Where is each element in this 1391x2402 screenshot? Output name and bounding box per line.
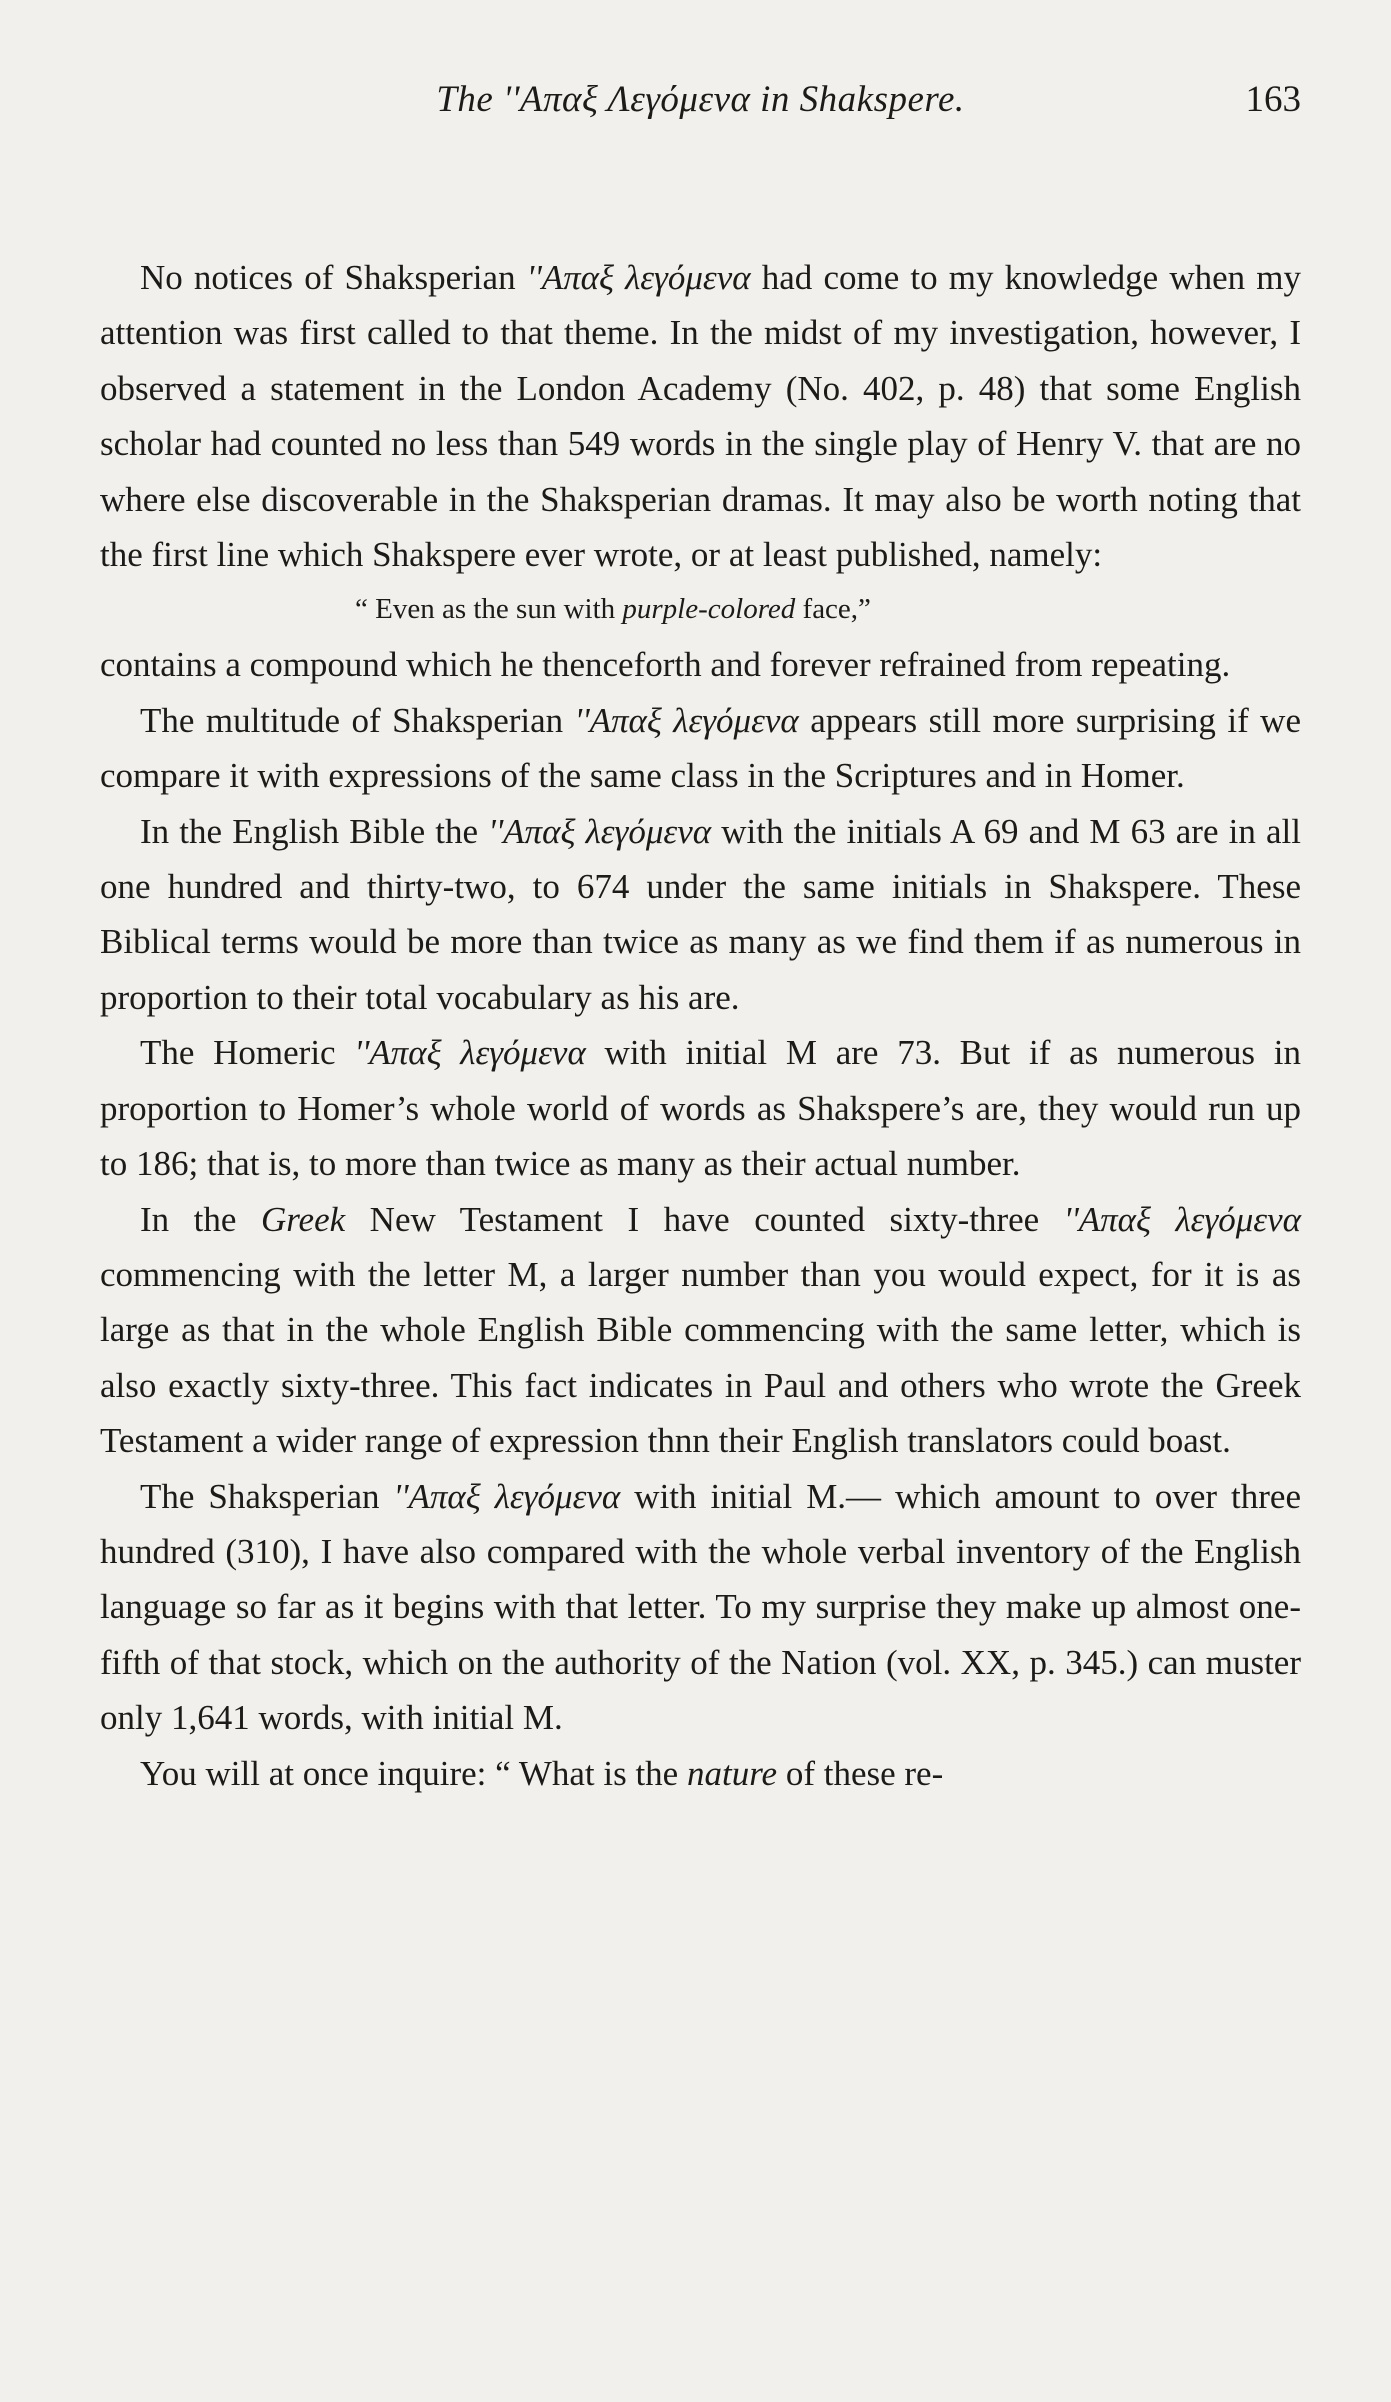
paragraph-text: had come to my knowledge when my attention was first called to that theme. In the midst of my investigation, however, I observed a statement in the London Academy (No. 402, p. 48) that some English scholar had counted no less than 549 words in the single play of Henry V. that are no where else discoverable in the Shaksperian dramas. It may also be worth noting that the first line which Shakspere ever wrote, or at least published, namely:	[100, 258, 1301, 575]
quote-text: “ Even as the sun with	[355, 593, 623, 626]
body-text	[100, 250, 1301, 1801]
italic-term: Greek	[260, 1199, 346, 1239]
greek-term: ''Aπαξ λεγόμενα	[1063, 1199, 1301, 1239]
block-quote	[100, 582, 1301, 637]
greek-term: ''Aπαξ λεγόμενα	[574, 700, 799, 740]
paragraph-text: In the English Bible the	[140, 811, 489, 851]
paragraph-text: New Testament I have counted sixty-three	[345, 1199, 1064, 1239]
paragraph-text: of these re-	[777, 1753, 944, 1793]
paragraph-4	[100, 1025, 1301, 1191]
greek-term: ''Aπαξ λεγόμενα	[526, 258, 751, 297]
paragraph-1	[100, 250, 1301, 582]
paragraph-text: You will at once inquire: “ What is the	[140, 1753, 687, 1793]
running-title: The ''Aπαξ Λεγόμενα in Shakspere.	[436, 79, 965, 120]
greek-term: ''Aπαξ λεγόμενα	[393, 1476, 621, 1516]
italic-term: purple-colored	[622, 593, 796, 626]
paragraph-text: with the initials A 69 and M 63 are in all one hundred and thirty-two, to 674 under the same initials in Shakspere. These Biblical terms would be more than twice as many as we find them if as numerous in proportion to their total vocabulary as his are.	[100, 811, 1301, 1017]
quote-text: face,”	[795, 593, 871, 626]
paragraph-text: The Shaksperian	[140, 1476, 394, 1516]
running-header	[100, 78, 1301, 138]
page-number: 163	[1245, 79, 1301, 120]
paragraph-text: with initial M are 73. But if as numerous in proportion to Homer’s whole world of words as Shakspere’s are, they would run up to 186; that is, to more than twice as many as their actual number.	[100, 1033, 1301, 1184]
paragraph-1-continued: contains a compound which he thenceforth and forever refrained from repeating.	[100, 645, 1231, 685]
greek-term: ''Aπαξ λεγόμενα	[354, 1033, 586, 1073]
paragraph-text: commencing with the letter M, a larger number than you would expect, for it is as large as that in the whole English Bible commencing with the same letter, which is also exactly sixty-three. This fact indicates in Paul and others who wrote the Greek Testament a wider range of expression thnn their English translators could boast.	[100, 1254, 1301, 1461]
italic-term: nature	[686, 1753, 778, 1793]
paragraph-text: appears still more surprising if we compare it with expressions of the same class in the Scriptures and in Homer.	[100, 700, 1301, 796]
greek-term: ''Aπαξ λεγόμενα	[488, 811, 712, 851]
paragraph-text: No notices of Shaksperian	[140, 258, 527, 297]
paragraph-3	[100, 804, 1301, 1026]
paragraph-7	[100, 1746, 1301, 1801]
paragraph-5	[100, 1192, 1301, 1469]
paragraph-text: The multitude of Shaksperian	[140, 700, 575, 740]
paragraph-text: In the	[140, 1199, 261, 1239]
paragraph-2	[100, 693, 1301, 804]
paragraph-6	[100, 1469, 1301, 1746]
paragraph-text: The Homeric	[140, 1033, 355, 1073]
paragraph-text: with initial M.— which amount to over three hundred (310), I have also compared with the whole verbal inventory of the English language so far as it begins with that letter. To my surprise they make up almost one-fifth of that stock, which on the authority of the Nation (vol. XX, p. 345.) can muster only 1,641 words, with initial M.	[100, 1476, 1301, 1738]
